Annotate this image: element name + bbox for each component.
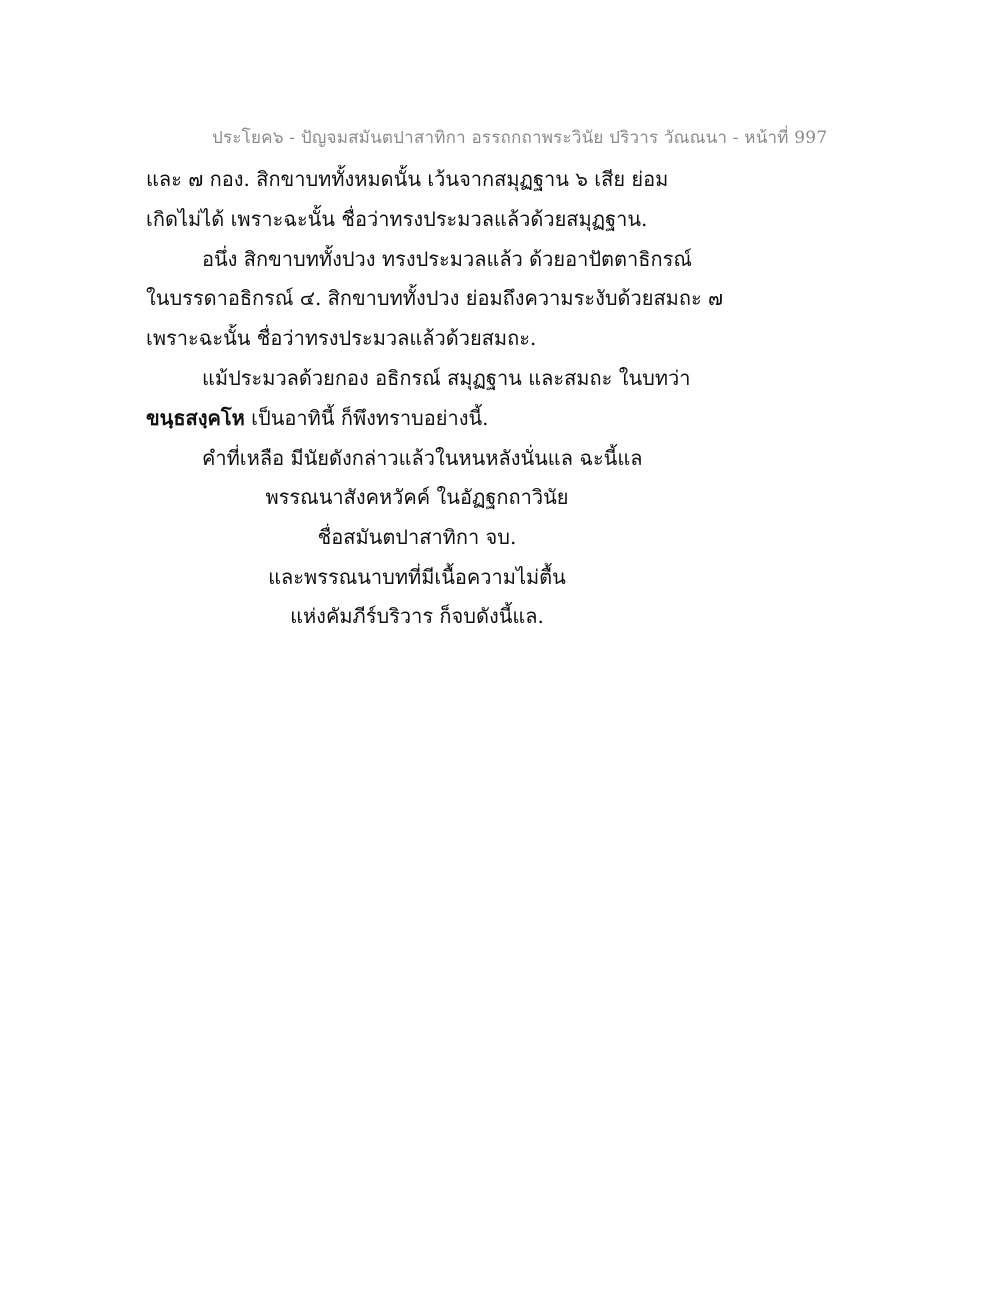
text-line-1: และ ๗ กอง. สิกขาบททั้งหมดนั้น เว้นจากสมุฏฐาน ๖ เสีย ย่อม: [146, 167, 669, 191]
body-text: [146, 160, 866, 478]
page-header: ประโยค๖ - ปัญจมสมันตปาสาทิกา อรรถกถาพระวินัย ปริวาร วัณณนา - หน้าที่ 997: [212, 128, 828, 148]
text-line-7: [146, 399, 866, 439]
colophon-line-3: และพรรณนาบทที่มีเนื้อความไม่ตื้น: [268, 564, 566, 589]
colophon-line-4: แห่งคัมภีร์บริวาร ก็จบดังนี้แล.: [290, 604, 544, 629]
text-line-3: อนึ่ง สิกขาบททั้งปวง ทรงประมวลแล้ว ด้วยอาปัตตาธิกรณ์: [202, 246, 692, 271]
text-line-7-rest: เป็นอาทินี้ ก็พึงทราบอย่างนี้.: [244, 405, 489, 430]
text-line-8: คำที่เหลือ มีนัยดังกล่าวแล้วในหนหลังนั่นแล ฉะนี้แล: [202, 445, 643, 470]
text-line-4: ในบรรดาอธิกรณ์ ๔. สิกขาบททั้งปวง ย่อมถึงความระงับด้วยสมถะ ๗: [146, 286, 724, 311]
colophon-line-1: พรรณนาสังคหวัคค์ ในอัฏฐกถาวินัย: [265, 485, 569, 509]
closing-colophon: [146, 478, 688, 637]
bold-term: ขนฺธสงฺคโห: [146, 405, 245, 430]
colophon-line-2: ชื่อสมันตปาสาทิกา จบ.: [317, 524, 517, 549]
text-line-6: แม้ประมวลด้วยกอง อธิกรณ์ สมุฏฐาน และสมถะ ในบทว่า: [202, 365, 691, 390]
text-line-2: เกิดไม่ได้ เพราะฉะนั้น ชื่อว่าทรงประมวลแล้วด้วยสมุฏฐาน.: [146, 206, 648, 231]
text-line-5: เพราะฉะนั้น ชื่อว่าทรงประมวลแล้วด้วยสมถะ.: [146, 326, 537, 351]
